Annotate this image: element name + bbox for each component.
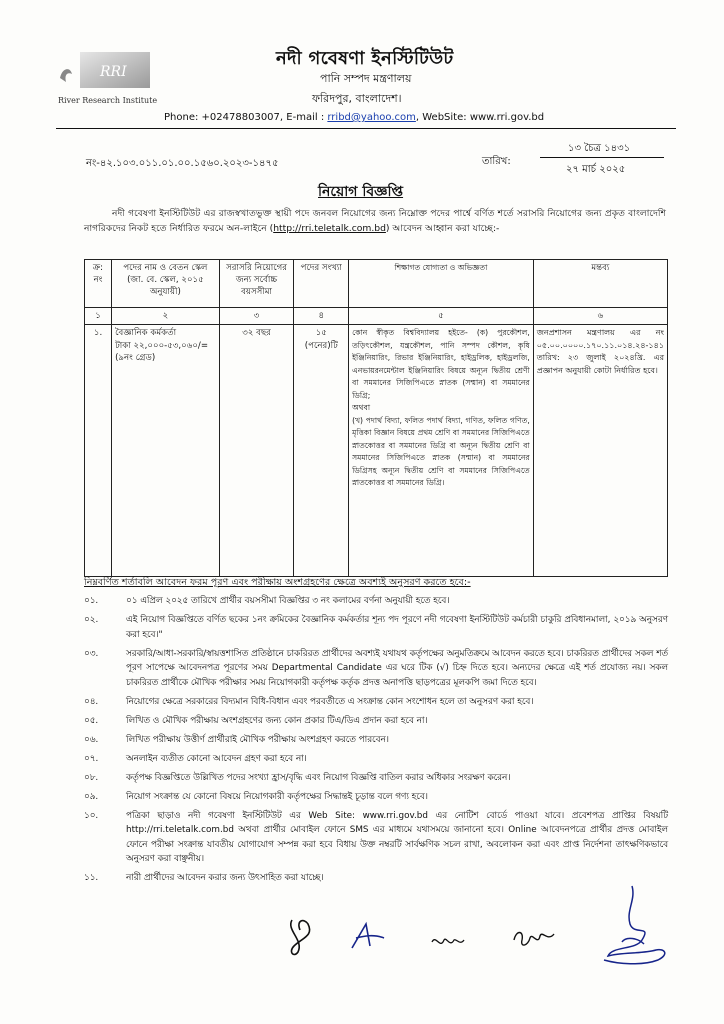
phone-number: +02478803007,: [201, 112, 284, 123]
website-label: , WebSite:: [415, 112, 467, 123]
condition-text: নারী প্রার্থীদের আবেদন করার জন্য উৎসাহিত করা যাচ্ছে।: [126, 873, 324, 883]
condition-text: অনলাইন ব্যতীত কোনো আবেদন গ্রহণ করা হবে না।: [126, 753, 307, 764]
header-divider: [56, 128, 676, 129]
ministry-name: পানি সম্পদ মন্ত্রণালয়: [320, 72, 412, 85]
condition-text: পত্রিকা ছাড়াও নদী গবেষণা ইনস্টিটিউট এর Web Site: www.rri.gov.bd এর নোটিশ বোর্ডে পাওয়া যাবে। প্রবেশপত্র প্রাপ্তির বিষয়টি http://rri.teletalk.com.bd অথবা প্রার্থীর মোবাইল ফোনে SMS এর মাধ্যমে যথাসময়ে জানানো হবে। Online আবেদনপত্রে প্রার্থীর প্রদত্ত মোবাইল ফোনে পরীক্ষা সংক্রান্ত যাবতীয় যোগাযোগ সম্পন্ন করা হবে বিধায় উক্ত নম্বরটি সার্বক্ষণিক সচল রাখা, অবলোকন করা এবং প্রাপ্ত নির্দেশনা তাৎক্ষণিকভাবে অনুসরণ করা বাঞ্ছনীয়।: [126, 810, 668, 864]
phone-label: Phone:: [164, 112, 199, 123]
qualification-b: (খ) পদার্থ বিদ্যা, ফলিত পদার্থ বিদ্যা, গণিত, ফলিত গণিত, মৃত্তিকা বিজ্ঞান বিষয়ে প্রথম শ্রেণি বা সমমানের সিজিপিএতে স্নাতকোত্তর বা সমমানের ডিগ্রি বা অন্যূন দ্বিতীয় শ্রেণি বা সমমানের সিজিপিএতে স্নাতক (সম্মান) বা সমমানের ডিগ্রিসহ অন্যূন দ্বিতীয় শ্রেণি বা সমমানের সিজিপিএতে স্নাতকোত্তর বা সমমানের ডিগ্রি।: [352, 415, 530, 487]
list-item: [84, 714, 668, 729]
condition-text: কর্তৃপক্ষ বিজ্ঞপ্তিতে উল্লিখিত পদের সংখ্যা হ্রাস/বৃদ্ধি এবং নিয়োগ বিজ্ঞপ্তি বাতিল করার অধিকার সংরক্ষণ করেন।: [126, 772, 511, 783]
condition-number: ০৭.: [84, 753, 99, 764]
list-item: [84, 809, 668, 867]
condition-text: লিখিত ও মৌখিক পরীক্ষায় অংশগ্রহণের জন্য কোন প্রকার টিএ/ডিএ প্রদান করা হবে না।: [126, 715, 428, 726]
list-item: [84, 613, 668, 642]
conditions-heading: নিম্নবর্ণিত শর্তাবলি আবেদন ফরম পূরণ এবং পরীক্ষায় অংশগ্রহণের ক্ষেত্রে অবশ্যই অনুসরণ করতে হবে:-: [84, 577, 471, 588]
header-remarks: মন্তব্য: [533, 260, 667, 308]
list-item: [84, 695, 668, 710]
date-label: তারিখ:: [482, 156, 511, 167]
column-number: ২: [112, 308, 220, 325]
column-number: ৩: [219, 308, 294, 325]
email-label: E-mail :: [286, 112, 325, 123]
condition-text: নিয়োগ সংক্রান্ত যে কোনো বিষয়ে নিয়োগকারী কর্তৃপক্ষের সিদ্ধান্তই চূড়ান্ত বলে গণ্য হবে।: [126, 791, 428, 802]
intro-text-end: ) আবেদন আহ্বান করা যাচ্ছে:-: [385, 223, 500, 234]
column-number: ৪: [294, 308, 349, 325]
qualification-a: কোন স্বীকৃত বিশ্ববিদ্যালয় হইতে- (ক) পুরকৌশল, তড়িৎকৌশল, যন্ত্রকৌশল, পানি সম্পদ কৌশল, কৃষি ইঞ্জিনিয়ারিং, রিভার ইঞ্জিনিয়ারিং, হাইড্রলিক, হাইড্রলজি, এনভায়রনমেন্টাল ইঞ্জিনিয়ারিং বিষয়ে অন্যূন দ্বিতীয় শ্রেণী বা সমমানের সিজিপিএতে স্নাতক (সম্মান) বা সমমানের ডিগ্রি;: [352, 328, 530, 400]
pay-scale: টাকা ২২,০০০-৫৩,০৬০/=: [115, 340, 209, 351]
qualification-cell: [349, 325, 534, 577]
signature-4: [512, 924, 556, 954]
list-item: [84, 771, 668, 786]
post-count-words: (পনের)টি: [304, 340, 338, 351]
table-header-row: [85, 260, 668, 308]
signature-2: [348, 918, 388, 952]
condition-number: ০১.: [84, 596, 99, 606]
post-cell: [112, 325, 220, 577]
teletalk-link[interactable]: http://rri.teletalk.com.bd: [273, 223, 386, 234]
condition-text: সরকারি/আধা-সরকারি/স্বায়ত্তশাসিত প্রতিষ্ঠানে চাকরিরত প্রার্থীদের অবশ্যই যথাযথ কর্তৃপক্ষের অনুমতিক্রমে আবেদন করতে হবে। চাকরিরত প্রার্থীদের সকল শর্ত পূরণ সাপেক্ষে আবেদনপত্র পূরণের সময় Departmental Candidate এর ঘরে টিক (√) চিহ্ন দিতে হবে। অন্যদের ক্ষেত্রে এই শর্ত প্রযোজ্য নয়। সকল চাকরিরত প্রার্থীকে মৌখিক পরীক্ষার সময় নিয়োগকারী কর্তৃপক্ষ কর্তৃক প্রদত্ত অনাপত্তি ছাড়পত্রের মূলকপি জমা দিতে হবে।: [126, 648, 668, 688]
header-post-name: পদের নাম ও বেতন স্কেল (জা. বে. স্কেল, ২০১৫ অনুযায়ী): [112, 260, 220, 308]
column-number: ৬: [533, 308, 667, 325]
header-post-count: পদের সংখ্যা: [294, 260, 349, 308]
signature-3: [430, 930, 466, 954]
qualification-or: অথবা: [352, 403, 371, 412]
condition-number: ০২.: [84, 615, 99, 625]
logo-caption: River Research Institute: [58, 96, 158, 105]
list-item: [84, 733, 668, 748]
condition-number: ০৫.: [84, 715, 99, 726]
condition-text: নিয়োগের ক্ষেত্রে সরকারের বিদ্যমান বিধি-বিধান এবং পরবর্তীতে এ সংক্রান্ত কোন সংশোধন হলে তা অনুসরণ করা হবে।: [126, 696, 534, 707]
post-count: ১৫: [315, 328, 327, 338]
header-age-limit: সরাসরি নিয়োগের জন্য সর্বোচ্চ বয়সসীমা: [219, 260, 294, 308]
intro-paragraph: [84, 206, 666, 236]
list-item: [84, 594, 668, 609]
condition-number: ০৯.: [84, 791, 99, 802]
row-serial: ১.: [85, 325, 112, 577]
conditions-list: [84, 594, 668, 890]
table-row: [85, 325, 668, 577]
condition-text: এই নিয়োগ বিজ্ঞপ্তিতে বর্ণিত ছকের ১নং ক্রমিকের বৈজ্ঞানিক কর্মকর্তার শূন্য পদ পূরণে নদী গবেষণা ইনস্টিটিউট কর্মচারী চাকুরি প্রবিধানমালা, ২০১৯ অনুসরণ করা হবে।": [126, 615, 668, 640]
condition-text: লিখিত পরীক্ষায় উত্তীর্ণ প্রার্থীরাই মৌখিক পরীক্ষায় অংশগ্রহণ করতে পারবেন।: [126, 734, 389, 745]
pay-grade: (৯নং গ্রেড): [115, 353, 156, 363]
date-bangla: ১৩ চৈত্র ১৪৩১: [568, 143, 631, 154]
header-serial: ক্র: নং: [85, 260, 112, 308]
post-count-cell: [294, 325, 349, 577]
intro-text: নদী গবেষণা ইনস্টিটিউট এর রাজস্বখাতভুক্ত স্থায়ী পদে জনবল নিয়োগের জন্য নিম্নোক্ত পদের পার্শ্বে বর্ণিত শর্তে সরাসরি নিয়োগের জন্য প্রকৃত বাংলাদেশি নাগরিকদের নিকট হতে নির্ধারিত ফরমে অন-লাইনে (: [84, 208, 666, 234]
condition-number: ০৬.: [84, 734, 99, 745]
list-item: [84, 871, 668, 886]
list-item: [84, 752, 668, 767]
remarks: জনপ্রশাসন মন্ত্রণালয় এর নং ০৫.০০.০০০০.১৭০.১১.০১৪.২৪-১৪১ তারিখ: ২৩ জুলাই ২০২৪খ্রি. এর প্রজ্ঞাপন অনুযায়ী কোটা নির্ধারিত হবে।: [533, 325, 667, 577]
institute-title: নদী গবেষণা ইনস্টিটিউট: [276, 48, 454, 69]
notice-title: নিয়োগ বিজ্ঞপ্তি: [318, 184, 404, 200]
condition-number: ১১.: [84, 873, 99, 883]
column-number: ১: [85, 308, 112, 325]
posts-table: [84, 259, 668, 577]
date-english: ২৭ মার্চ ২০২৫: [566, 164, 626, 175]
website-link[interactable]: www.rri.gov.bd: [469, 112, 545, 123]
condition-number: ০৪.: [84, 696, 99, 707]
condition-text: ০১ এপ্রিল ২০২৫ তারিখে প্রার্থীর বয়সসীমা বিজ্ঞপ্তির ৩ নং কলামের বর্ণনা অনুযায়ী হতে হবে।: [126, 596, 450, 606]
logo-initials: RRI: [100, 64, 127, 80]
memo-number: নং-৪২.১০৩.০১১.০১.০০.১৫৬০.২০২৩-১৪৭৫: [86, 158, 279, 169]
signature-1: [284, 900, 328, 960]
condition-number: ১০.: [84, 810, 99, 821]
list-item: [84, 647, 668, 691]
post-name: বৈজ্ঞানিক কর্মকর্তা: [115, 328, 177, 338]
condition-number: ০৩.: [84, 648, 99, 659]
date-divider: [540, 157, 664, 158]
age-limit: ৩২ বছর: [219, 325, 294, 577]
signature-5: [592, 880, 676, 976]
institute-location: ফরিদপুর, বাংলাদেশ।: [312, 92, 402, 105]
column-number: ৫: [349, 308, 534, 325]
list-item: [84, 790, 668, 805]
header-qualification: শিক্ষাগত যোগ্যতা ও অভিজ্ঞতা: [349, 260, 534, 308]
contact-line: [164, 112, 544, 123]
email-link[interactable]: rribd@yahoo.com: [327, 112, 416, 123]
condition-number: ০৮.: [84, 772, 99, 783]
column-number-row: [85, 308, 668, 325]
